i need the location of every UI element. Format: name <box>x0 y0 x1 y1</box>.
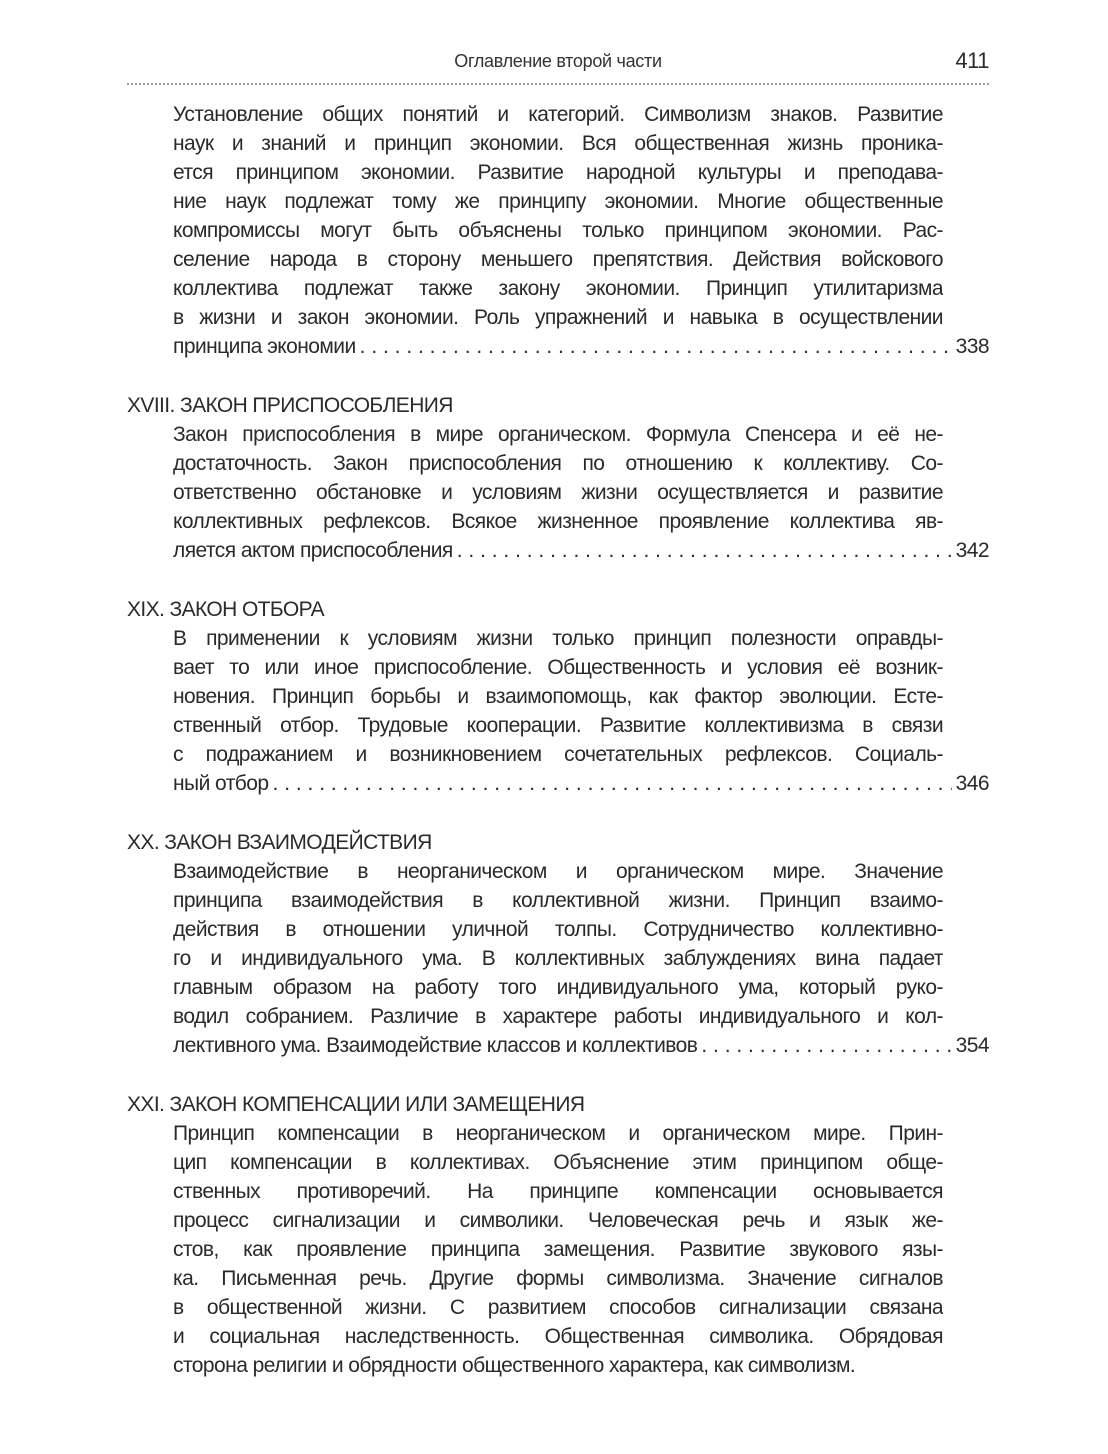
toc-entry-chapter-19 <box>127 595 989 798</box>
description-line: ответственно обстановке и условиям жизни осуществляется и развитие <box>173 481 943 504</box>
toc-page-number: 338 <box>955 335 989 358</box>
description-line: с подражанием и возникновением сочетательных рефлексов. Социаль- <box>173 743 943 766</box>
description-last-line: принципа экономии <box>173 335 356 358</box>
description-line: ние наук подлежат тому же принципу экономии. Многие общественные <box>173 190 943 213</box>
description-line: стов, как проявление принципа замещения. Развитие звукового язы- <box>173 1238 943 1261</box>
toc-entry-chapter-18 <box>127 391 989 565</box>
toc-entry-continuation <box>127 100 989 361</box>
toc-entry-chapter-20 <box>127 828 989 1060</box>
description-line: В применении к условиям жизни только принцип полезности оправды- <box>173 627 943 650</box>
description-line: Закон приспособления в мире органическом. Формула Спенсера и её не- <box>173 423 943 446</box>
description-line: новения. Принцип борьбы и взаимопомощь, как фактор эволюции. Есте- <box>173 685 943 708</box>
toc-entry-description <box>127 100 989 361</box>
description-line: действия в отношении уличной толпы. Сотрудничество коллективно- <box>173 918 943 941</box>
description-line: компромиссы могут быть объяснены только принципом экономии. Рас- <box>173 219 943 242</box>
description-line: вает то или иное приспособление. Общественность и условия её возник- <box>173 656 943 679</box>
dot-leader <box>457 536 952 565</box>
spacer <box>127 565 989 595</box>
toc-entry-description <box>127 857 989 1060</box>
toc-leader-line[interactable] <box>173 536 989 565</box>
description-line: принципа взаимодействия в коллективной жизни. Принцип взаимо- <box>173 889 943 912</box>
description-line: и социальная наследственность. Общественная символика. Обрядовая <box>173 1325 943 1348</box>
description-line: ется принципом экономии. Развитие народной культуры и преподава- <box>173 161 943 184</box>
chapter-heading[interactable]: XX. ЗАКОН ВЗАИМОДЕЙСТВИЯ <box>127 831 432 854</box>
toc-leader-line[interactable] <box>173 769 989 798</box>
description-last-line: ный отбор <box>173 772 269 795</box>
spacer <box>127 798 989 828</box>
chapter-heading[interactable]: XVIII. ЗАКОН ПРИСПОСОБЛЕНИЯ <box>127 394 453 417</box>
chapter-heading[interactable]: XIX. ЗАКОН ОТБОРА <box>127 598 324 621</box>
description-line: го и индивидуального ума. В коллективных заблуждениях вина падает <box>173 947 943 970</box>
toc-page-number: 354 <box>955 1034 989 1057</box>
toc-page-number: 346 <box>955 772 989 795</box>
description-line: сторона религии и обрядности общественного характера, как символизм. <box>173 1354 856 1377</box>
description-line: наук и знаний и принцип экономии. Вся общественная жизнь проника- <box>173 132 943 155</box>
description-line: селение народа в сторону меньшего препятствия. Действия войскового <box>173 248 943 271</box>
description-line: главным образом на работу того индивидуального ума, который руко- <box>173 976 943 999</box>
description-last-line: лективного ума. Взаимодействие классов и коллективов <box>173 1034 698 1057</box>
toc-leader-line[interactable] <box>173 332 989 361</box>
description-line: процесс сигнализации и символики. Человеческая речь и язык же- <box>173 1209 943 1232</box>
toc-entry-description <box>127 624 989 798</box>
page-number: 411 <box>955 48 989 73</box>
description-line: ка. Письменная речь. Другие формы символизма. Значение сигналов <box>173 1267 943 1290</box>
description-line: Установление общих понятий и категорий. Символизм знаков. Развитие <box>173 103 943 126</box>
description-line: достаточность. Закон приспособления по отношению к коллективу. Со- <box>173 452 943 475</box>
toc-entry-chapter-21 <box>127 1090 989 1380</box>
description-line: цип компенсации в коллективах. Объяснение этим принципом обще- <box>173 1151 943 1174</box>
spacer <box>127 1060 989 1090</box>
toc-page-number: 342 <box>955 539 989 562</box>
description-line: ственных противоречий. На принципе компенсации основывается <box>173 1180 943 1203</box>
dot-leader <box>360 332 952 361</box>
description-line: Взаимодействие в неорганическом и органическом мире. Значение <box>173 860 943 883</box>
description-last-line: ляется актом приспособления <box>173 539 453 562</box>
chapter-heading[interactable]: XXI. ЗАКОН КОМПЕНСАЦИИ ИЛИ ЗАМЕЩЕНИЯ <box>127 1093 585 1116</box>
dot-leader <box>273 769 952 798</box>
dot-leader <box>701 1031 951 1060</box>
spacer <box>127 361 989 391</box>
table-of-contents <box>127 100 989 1380</box>
running-title: Оглавление второй части <box>454 51 662 71</box>
description-line: в жизни и закон экономии. Роль упражнений и навыка в осуществлении <box>173 306 943 329</box>
description-line: ственный отбор. Трудовые кооперации. Развитие коллективизма в связи <box>173 714 943 737</box>
description-line: Принцип компенсации в неорганическом и органическом мире. Прин- <box>173 1122 943 1145</box>
toc-leader-line[interactable] <box>173 1031 989 1060</box>
description-line: в общественной жизни. С развитием способов сигнализации связана <box>173 1296 943 1319</box>
description-line: коллектива подлежат также закону экономии. Принцип утилитаризма <box>173 277 943 300</box>
toc-entry-description <box>127 420 989 565</box>
header-dotted-rule <box>127 83 989 85</box>
running-head <box>127 48 989 78</box>
description-line: коллективных рефлексов. Всякое жизненное проявление коллектива яв- <box>173 510 943 533</box>
description-line: водил собранием. Различие в характере работы индивидуального и кол- <box>173 1005 943 1028</box>
toc-entry-description <box>127 1119 989 1380</box>
